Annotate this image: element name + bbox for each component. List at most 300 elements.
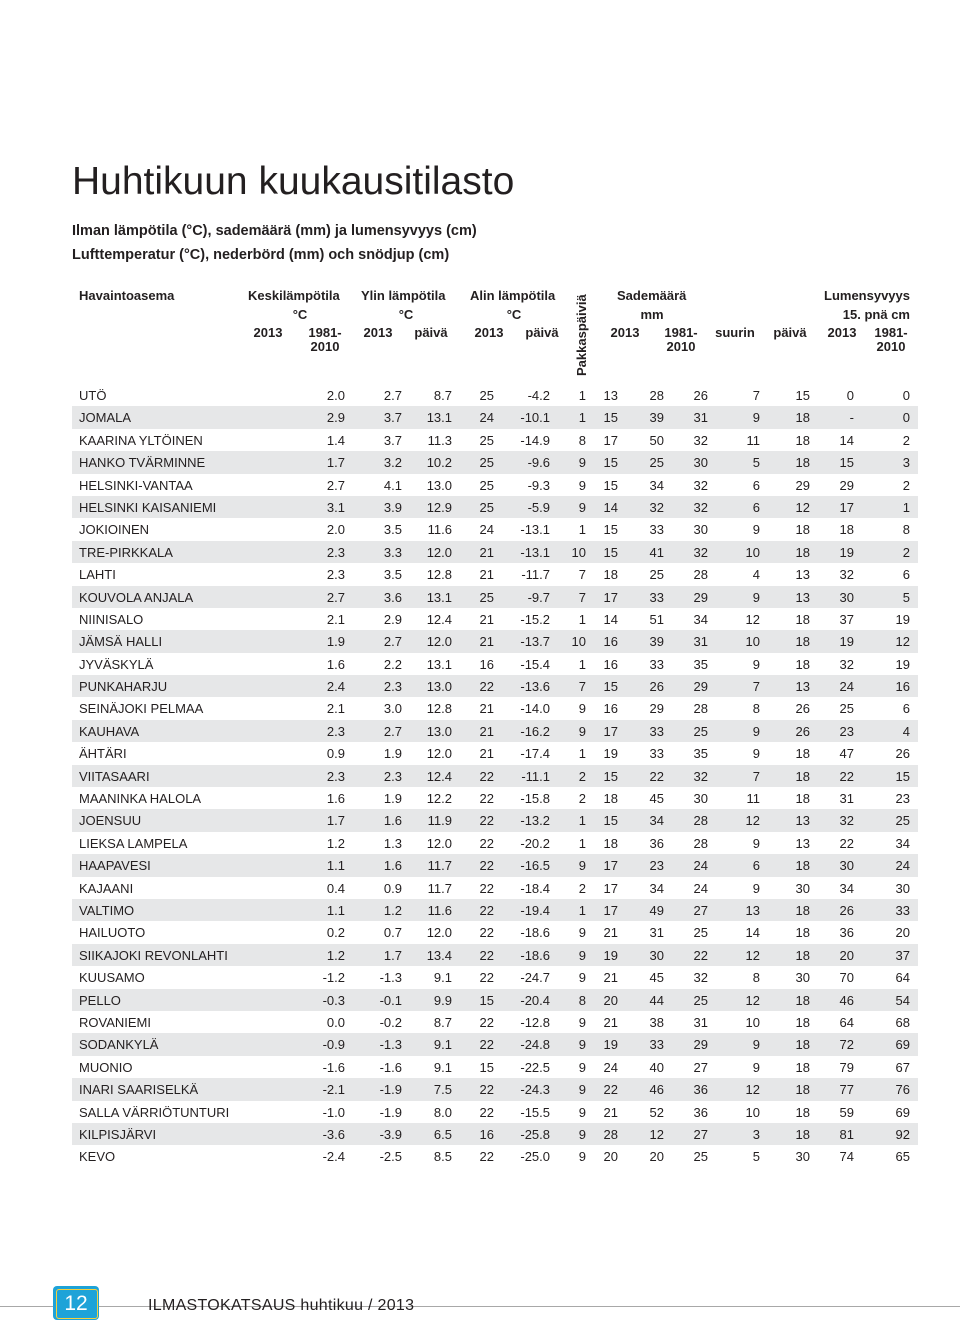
cell-max-2013: 9.1 [433, 1037, 452, 1053]
cell-max-day: 16 [479, 1126, 494, 1142]
cell-snow-2013: 74 [839, 1149, 854, 1165]
cell-frost-days: 15 [603, 477, 618, 493]
table-row [72, 586, 918, 608]
cell-max-2013: 8.7 [433, 388, 452, 403]
header-mean-norm2: 2010 [310, 339, 340, 354]
cell-max-2013: 8.0 [433, 1104, 452, 1120]
cell-precip-2013: 31 [649, 925, 664, 941]
cell-snow-norm: 0 [902, 410, 910, 426]
cell-mean-norm: 1.7 [383, 947, 402, 963]
cell-min-2013: -13.6 [520, 679, 550, 695]
header-snow-unit: 15. pnä cm [842, 307, 910, 322]
cell-station: KILPISJÄRVI [79, 1126, 157, 1142]
cell-snow-2013: 32 [839, 656, 854, 672]
cell-max-day: 22 [479, 902, 494, 918]
header-precip: Sademäärä [617, 288, 687, 303]
cell-mean-norm: 1.9 [383, 746, 402, 762]
cell-station: JOMALA [79, 410, 132, 426]
cell-min-day: 1 [578, 522, 586, 538]
cell-snow-2013: 19 [839, 634, 854, 650]
cell-max-2013: 12.8 [426, 701, 452, 717]
cell-precip-max: 12 [745, 947, 760, 963]
cell-frost-days: 15 [603, 768, 618, 784]
cell-max-2013: 11.7 [427, 880, 452, 896]
cell-precip-max: 6 [752, 477, 760, 493]
cell-min-2013: -13.2 [520, 813, 550, 829]
cell-snow-norm: 2 [902, 544, 910, 560]
cell-min-2013: -16.5 [520, 858, 550, 874]
cell-precip-2013: 20 [649, 1149, 664, 1165]
cell-snow-norm: 12 [895, 634, 910, 650]
cell-mean-2013: 1.4 [326, 432, 345, 448]
cell-precip-day: 18 [795, 1037, 810, 1053]
cell-station: HELSINKI KAISANIEMI [79, 499, 217, 515]
cell-min-2013: -14.0 [520, 701, 550, 717]
cell-snow-2013: 22 [839, 835, 854, 851]
cell-mean-2013: 2.3 [326, 768, 345, 784]
cell-mean-norm: 2.9 [383, 611, 402, 627]
cell-station: TRE-PIRKKALA [79, 544, 173, 560]
cell-min-2013: -11.7 [521, 567, 550, 583]
cell-snow-norm: 5 [902, 589, 910, 605]
cell-precip-max: 9 [752, 656, 760, 672]
cell-station: SODANKYLÄ [79, 1037, 159, 1053]
cell-station: MAANINKA HALOLA [79, 791, 202, 807]
table-row [72, 921, 918, 943]
cell-mean-2013: 2.0 [326, 388, 345, 403]
cell-precip-max: 9 [752, 522, 760, 538]
cell-precip-2013: 45 [649, 791, 664, 807]
cell-max-day: 22 [479, 880, 494, 896]
cell-max-2013: 13.0 [426, 477, 452, 493]
cell-frost-days: 21 [603, 1014, 618, 1030]
cell-max-day: 21 [479, 567, 494, 583]
cell-precip-day: 30 [795, 880, 810, 896]
cell-station: JOENSUU [79, 813, 142, 829]
cell-precip-day: 18 [795, 947, 810, 963]
cell-frost-days: 20 [603, 1149, 618, 1165]
cell-min-day: 2 [578, 880, 586, 896]
cell-mean-norm: -1.6 [379, 1059, 402, 1075]
cell-max-day: 22 [479, 1149, 494, 1165]
cell-frost-days: 24 [603, 1059, 618, 1075]
cell-min-day: 10 [571, 544, 586, 560]
cell-snow-norm: 54 [895, 992, 910, 1008]
cell-max-day: 22 [479, 858, 494, 874]
cell-precip-2013: 50 [649, 432, 664, 448]
subtitle-swedish: Lufttemperatur (°C), nederbörd (mm) och snödjup (cm) [72, 247, 450, 263]
cell-snow-norm: 19 [895, 656, 910, 672]
cell-snow-norm: 30 [895, 880, 910, 896]
header-snow-2013: 2013 [827, 325, 857, 340]
cell-precip-day: 26 [795, 723, 810, 739]
cell-precip-norm: 34 [693, 611, 708, 627]
cell-mean-2013: 2.7 [326, 477, 345, 493]
cell-max-day: 22 [479, 1082, 494, 1098]
cell-snow-2013: 46 [839, 992, 854, 1008]
cell-mean-2013: -2.4 [322, 1149, 345, 1165]
cell-station: JÄMSÄ HALLI [79, 634, 163, 650]
cell-min-2013: -20.4 [520, 992, 550, 1008]
header-max-unit: °C [398, 307, 414, 322]
cell-mean-2013: -0.9 [322, 1037, 345, 1053]
cell-snow-norm: 92 [895, 1126, 910, 1142]
header-precip-max: suurin [715, 325, 755, 340]
cell-mean-norm: 2.3 [383, 768, 402, 784]
cell-min-day: 9 [578, 858, 586, 874]
cell-mean-2013: 3.1 [326, 499, 345, 515]
top-margin [0, 0, 960, 98]
cell-frost-days: 19 [603, 947, 618, 963]
cell-frost-days: 21 [603, 970, 618, 986]
table-row [72, 630, 918, 652]
cell-snow-norm: 2 [902, 477, 910, 493]
cell-precip-day: 18 [795, 902, 810, 918]
header-precip-unit: mm [640, 307, 664, 322]
cell-max-day: 16 [479, 656, 494, 672]
cell-precip-max: 10 [745, 544, 760, 560]
cell-snow-2013: 37 [839, 611, 854, 627]
cell-precip-norm: 31 [693, 634, 708, 650]
cell-min-day: 7 [578, 679, 586, 695]
table-row [72, 384, 918, 406]
cell-snow-norm: 37 [895, 947, 910, 963]
cell-precip-max: 11 [746, 791, 760, 807]
cell-mean-norm: 0.7 [383, 925, 402, 941]
cell-max-2013: 12.4 [426, 768, 452, 784]
cell-min-day: 9 [578, 925, 586, 941]
cell-mean-2013: 1.7 [326, 813, 345, 829]
cell-precip-max: 12 [745, 611, 760, 627]
cell-max-2013: 9.1 [433, 1059, 452, 1075]
cell-precip-2013: 36 [649, 835, 664, 851]
cell-snow-norm: 20 [895, 925, 910, 941]
cell-mean-norm: 1.9 [383, 791, 402, 807]
cell-snow-2013: 26 [839, 902, 854, 918]
cell-precip-norm: 27 [693, 1126, 708, 1142]
cell-snow-2013: 79 [839, 1059, 854, 1075]
cell-mean-2013: 2.3 [326, 544, 345, 560]
cell-mean-2013: 1.7 [326, 455, 345, 471]
cell-snow-norm: 0 [902, 388, 910, 403]
table-row [72, 765, 918, 787]
cell-min-2013: -24.7 [520, 970, 550, 986]
cell-station: JYVÄSKYLÄ [79, 656, 154, 672]
cell-precip-2013: 52 [649, 1104, 664, 1120]
header-snow: Lumensyvyys [824, 288, 910, 303]
cell-frost-days: 17 [603, 902, 618, 918]
cell-precip-day: 18 [795, 1082, 810, 1098]
cell-max-2013: 12.9 [426, 499, 452, 515]
cell-snow-norm: 65 [895, 1149, 910, 1165]
cell-max-day: 22 [479, 768, 494, 784]
cell-precip-2013: 49 [649, 902, 664, 918]
header-precip-norm1: 1981- [664, 325, 698, 340]
cell-precip-day: 18 [795, 1126, 810, 1142]
cell-snow-norm: 16 [895, 679, 910, 695]
cell-precip-2013: 38 [649, 1014, 664, 1030]
cell-mean-norm: -1.9 [379, 1082, 402, 1098]
cell-max-2013: 12.4 [426, 611, 452, 627]
cell-precip-norm: 28 [693, 813, 708, 829]
cell-frost-days: 17 [603, 723, 618, 739]
cell-precip-norm: 26 [693, 388, 708, 403]
cell-min-day: 2 [578, 768, 586, 784]
cell-station: HELSINKI-VANTAA [79, 477, 193, 493]
cell-min-day: 9 [578, 477, 586, 493]
cell-min-day: 9 [578, 1037, 586, 1053]
cell-precip-norm: 28 [693, 701, 708, 717]
table-row [72, 1033, 918, 1055]
cell-min-day: 1 [578, 902, 586, 918]
cell-max-2013: 11.6 [427, 522, 452, 538]
cell-snow-2013: 30 [839, 589, 854, 605]
cell-mean-norm: 3.6 [383, 589, 402, 605]
cell-station: VALTIMO [79, 902, 135, 918]
cell-max-2013: 13.1 [426, 410, 452, 426]
cell-max-day: 22 [479, 925, 494, 941]
table-row [72, 720, 918, 742]
cell-precip-norm: 22 [693, 947, 708, 963]
cell-frost-days: 18 [603, 835, 618, 851]
cell-min-2013: -13.7 [520, 634, 550, 650]
cell-min-2013: -13.1 [520, 522, 550, 538]
cell-min-day: 1 [578, 611, 586, 627]
cell-min-day: 1 [578, 656, 586, 672]
cell-snow-2013: 32 [839, 567, 854, 583]
cell-min-day: 1 [578, 835, 586, 851]
cell-min-2013: -18.6 [520, 925, 550, 941]
header-min-day: päivä [525, 325, 559, 340]
cell-min-day: 8 [578, 992, 586, 1008]
header-mean-2013: 2013 [253, 325, 283, 340]
cell-precip-2013: 23 [649, 858, 664, 874]
cell-max-day: 21 [479, 723, 494, 739]
cell-precip-2013: 32 [649, 499, 664, 515]
cell-precip-max: 9 [752, 1059, 760, 1075]
header-precip-norm2: 2010 [666, 339, 696, 354]
cell-max-day: 24 [479, 522, 494, 538]
cell-max-2013: 12.0 [426, 634, 452, 650]
cell-precip-norm: 36 [693, 1082, 708, 1098]
cell-snow-2013: 72 [839, 1037, 854, 1053]
cell-min-2013: -19.4 [520, 902, 550, 918]
cell-min-2013: -15.5 [520, 1104, 550, 1120]
cell-min-2013: -9.3 [527, 477, 550, 493]
cell-min-2013: -16.2 [520, 723, 550, 739]
cell-frost-days: 16 [603, 656, 618, 672]
header-min-2013: 2013 [474, 325, 504, 340]
table-row [72, 1056, 918, 1078]
cell-mean-2013: 2.1 [326, 611, 345, 627]
cell-precip-2013: 22 [649, 768, 664, 784]
cell-precip-day: 12 [795, 499, 810, 515]
cell-mean-2013: 0.2 [326, 925, 345, 941]
cell-precip-2013: 33 [649, 522, 664, 538]
cell-precip-2013: 44 [649, 992, 664, 1008]
cell-precip-max: 9 [752, 835, 760, 851]
cell-station: SALLA VÄRRIÖTUNTURI [79, 1104, 230, 1120]
cell-snow-2013: - [849, 410, 854, 426]
cell-max-day: 21 [479, 544, 494, 560]
cell-precip-norm: 29 [693, 1037, 708, 1053]
cell-mean-2013: 2.1 [326, 701, 345, 717]
cell-max-day: 25 [479, 477, 494, 493]
cell-mean-2013: -2.1 [322, 1082, 345, 1098]
cell-max-2013: 13.0 [426, 723, 452, 739]
cell-snow-2013: 22 [839, 768, 854, 784]
cell-precip-day: 13 [795, 813, 810, 829]
cell-max-day: 22 [479, 947, 494, 963]
table-row [72, 697, 918, 719]
cell-snow-2013: 25 [839, 701, 854, 717]
cell-min-2013: -9.7 [527, 589, 550, 605]
subtitle-finnish: Ilman lämpötila (°C), sademäärä (mm) ja lumensyvyys (cm) [72, 223, 477, 239]
cell-frost-days: 15 [603, 544, 618, 560]
cell-precip-max: 8 [752, 970, 760, 986]
cell-precip-day: 13 [795, 679, 810, 695]
cell-min-day: 9 [578, 1014, 586, 1030]
cell-precip-day: 18 [795, 992, 810, 1008]
cell-snow-2013: 14 [839, 432, 854, 448]
cell-mean-norm: 3.7 [383, 432, 402, 448]
cell-min-day: 1 [578, 746, 586, 762]
cell-mean-norm: 2.7 [383, 388, 402, 403]
cell-precip-max: 11 [746, 432, 760, 448]
cell-snow-norm: 24 [895, 858, 910, 874]
cell-precip-max: 8 [752, 701, 760, 717]
cell-mean-2013: -3.6 [322, 1126, 345, 1142]
cell-precip-norm: 24 [693, 858, 708, 874]
cell-min-2013: -15.4 [520, 656, 550, 672]
header-mean-norm1: 1981- [308, 325, 342, 340]
cell-precip-2013: 34 [649, 813, 664, 829]
cell-precip-max: 10 [745, 1104, 760, 1120]
cell-frost-days: 15 [603, 679, 618, 695]
cell-max-2013: 12.0 [426, 544, 452, 560]
cell-precip-norm: 28 [693, 567, 708, 583]
cell-max-day: 21 [479, 746, 494, 762]
cell-station: NIINISALO [79, 611, 144, 627]
cell-min-day: 9 [578, 947, 586, 963]
header-max-day: päivä [414, 325, 448, 340]
table-row [72, 1101, 918, 1123]
cell-precip-max: 9 [752, 746, 760, 762]
cell-mean-norm: -1.3 [379, 970, 402, 986]
cell-precip-day: 18 [795, 1104, 810, 1120]
header-min-unit: °C [506, 307, 522, 322]
cell-frost-days: 20 [603, 992, 618, 1008]
cell-snow-2013: 34 [839, 880, 854, 896]
cell-max-2013: 10.2 [426, 455, 452, 471]
cell-mean-norm: 2.3 [383, 679, 402, 695]
cell-min-2013: -9.6 [527, 455, 550, 471]
cell-snow-norm: 76 [895, 1082, 910, 1098]
cell-frost-days: 18 [603, 567, 618, 583]
cell-snow-2013: 18 [839, 522, 854, 538]
cell-frost-days: 15 [603, 813, 618, 829]
cell-mean-norm: 2.2 [383, 656, 402, 672]
cell-max-2013: 11.9 [427, 813, 452, 829]
cell-min-2013: -25.0 [520, 1149, 550, 1165]
climate-table [72, 384, 918, 1168]
cell-min-day: 9 [578, 723, 586, 739]
table-row [72, 474, 918, 496]
cell-snow-norm: 69 [895, 1104, 910, 1120]
cell-snow-2013: 70 [839, 970, 854, 986]
cell-mean-2013: 1.2 [326, 947, 345, 963]
cell-station: KAUHAVA [79, 723, 140, 739]
cell-precip-day: 18 [795, 432, 810, 448]
cell-min-2013: -13.1 [520, 544, 550, 560]
cell-precip-day: 18 [795, 611, 810, 627]
cell-mean-2013: 2.3 [326, 567, 345, 583]
cell-mean-2013: 2.4 [326, 679, 345, 695]
cell-mean-norm: 3.7 [383, 410, 402, 426]
cell-station: KAARINA YLTÖINEN [79, 432, 203, 448]
cell-snow-2013: 29 [839, 477, 854, 493]
cell-min-day: 9 [578, 1104, 586, 1120]
cell-snow-norm: 6 [902, 701, 910, 717]
cell-min-day: 1 [578, 410, 586, 426]
cell-precip-max: 4 [752, 567, 760, 583]
cell-min-2013: -12.8 [520, 1014, 550, 1030]
header-min-temp: Alin lämpötila [470, 288, 556, 303]
cell-snow-norm: 2 [902, 432, 910, 448]
header-precip-2013: 2013 [610, 325, 640, 340]
cell-station: HAILUOTO [79, 925, 146, 941]
cell-max-2013: 11.6 [427, 902, 452, 918]
cell-min-day: 8 [578, 432, 586, 448]
cell-precip-day: 18 [795, 455, 810, 471]
page-number-badge-border [56, 1289, 98, 1319]
cell-snow-2013: 30 [839, 858, 854, 874]
cell-precip-norm: 32 [693, 499, 708, 515]
cell-snow-norm: 33 [895, 902, 910, 918]
cell-frost-days: 17 [603, 589, 618, 605]
cell-precip-norm: 32 [693, 544, 708, 560]
cell-min-day: 10 [571, 634, 586, 650]
cell-precip-norm: 32 [693, 768, 708, 784]
cell-frost-days: 13 [603, 388, 618, 403]
cell-mean-norm: 3.3 [383, 544, 402, 560]
cell-precip-norm: 29 [693, 679, 708, 695]
cell-precip-2013: 39 [649, 410, 664, 426]
cell-mean-norm: 3.2 [383, 455, 402, 471]
cell-max-day: 22 [479, 835, 494, 851]
cell-snow-2013: 17 [839, 499, 854, 515]
cell-snow-norm: 23 [895, 791, 910, 807]
cell-min-day: 7 [578, 567, 586, 583]
cell-mean-2013: 2.3 [326, 723, 345, 739]
cell-max-2013: 9.1 [433, 970, 452, 986]
cell-station: PUNKAHARJU [79, 679, 168, 695]
header-mean-unit: °C [292, 307, 308, 322]
cell-max-day: 21 [479, 701, 494, 717]
table-row [72, 877, 918, 899]
cell-precip-2013: 33 [649, 656, 664, 672]
cell-min-2013: -11.1 [521, 768, 550, 784]
table-row [72, 832, 918, 854]
cell-frost-days: 14 [603, 611, 618, 627]
cell-precip-norm: 25 [693, 723, 708, 739]
header-max-temp: Ylin lämpötila [361, 288, 446, 303]
cell-precip-max: 10 [745, 1014, 760, 1030]
cell-max-2013: 12.8 [426, 567, 452, 583]
cell-min-2013: -18.4 [520, 880, 550, 896]
cell-frost-days: 16 [603, 701, 618, 717]
cell-frost-days: 19 [603, 746, 618, 762]
